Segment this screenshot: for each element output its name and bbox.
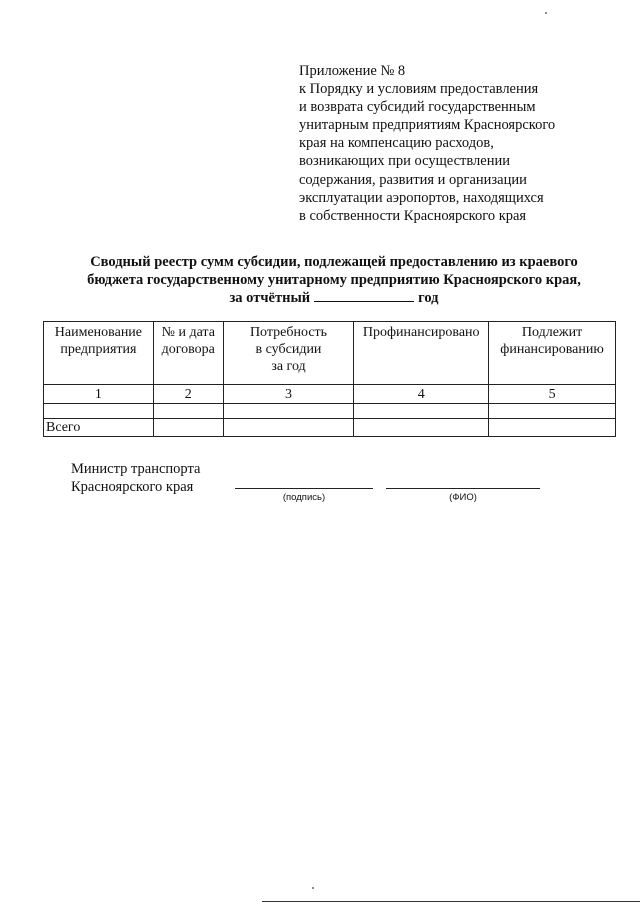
- appendix-line: к Порядку и условиям предоставления: [299, 81, 539, 98]
- appendix-line: содержания, развития и организации: [299, 171, 527, 188]
- total-row: [44, 419, 616, 437]
- appendix-line: возникающих при осуществлении: [299, 153, 510, 170]
- empty-cell: [489, 404, 616, 419]
- signer-position: Министр транспорта: [71, 461, 201, 477]
- table-row: [44, 404, 616, 419]
- appendix-line: в собственности Красноярского края: [299, 207, 527, 224]
- full-name-caption: (ФИО): [449, 492, 477, 503]
- column-number: 3: [223, 385, 354, 404]
- appendix-line: края на компенсацию расходов,: [299, 135, 494, 152]
- appendix-line: эксплуатации аэропортов, находящихся: [299, 189, 544, 206]
- appendix-block: [299, 62, 619, 225]
- year-blank-field: [314, 289, 414, 302]
- column-number: 1: [44, 385, 154, 404]
- signature-line: [235, 488, 373, 489]
- signer-block: [71, 460, 200, 496]
- document-title: [40, 253, 628, 307]
- signature-caption: (подпись): [282, 492, 326, 503]
- header-contract-number-date: № и дата договора: [153, 322, 223, 385]
- empty-cell: [354, 419, 489, 437]
- appendix-line: и возврата субсидий государственным: [299, 99, 536, 116]
- full-name-line: [386, 488, 540, 489]
- column-number-row: [44, 385, 616, 404]
- empty-cell: [354, 404, 489, 419]
- appendix-line: Приложение № 8: [299, 63, 406, 79]
- scan-speck: [312, 887, 314, 889]
- column-number: 5: [489, 385, 616, 404]
- header-financed: Профинансировано: [354, 322, 489, 385]
- column-number: 4: [354, 385, 489, 404]
- column-number: 2: [153, 385, 223, 404]
- appendix-line: унитарным предприятиям Красноярского: [299, 117, 556, 134]
- title-line-3: [40, 289, 628, 307]
- empty-cell: [223, 419, 354, 437]
- empty-cell: [153, 404, 223, 419]
- empty-cell: [153, 419, 223, 437]
- table-header-row: [44, 322, 616, 385]
- header-enterprise-name: Наименование предприятия: [44, 322, 154, 385]
- title-line-2: бюджета государственному унитарному предприятию Красноярского края,: [87, 272, 581, 288]
- header-annual-need: Потребность в субсидии за год: [223, 322, 354, 385]
- header-to-be-financed: Подлежит финансированию: [489, 322, 616, 385]
- empty-cell: [44, 404, 154, 419]
- empty-cell: [223, 404, 354, 419]
- page-edge-line: [262, 901, 640, 902]
- scan-speck: [545, 12, 547, 14]
- title-period-suffix: год: [418, 290, 439, 306]
- total-label: Всего: [44, 419, 154, 437]
- title-period-prefix: за отчётный: [229, 290, 311, 306]
- registry-table: [43, 321, 616, 437]
- title-line-1: Сводный реестр сумм субсидии, подлежащей предоставлению из краевого: [90, 254, 578, 270]
- empty-cell: [489, 419, 616, 437]
- signer-region: Красноярского края: [71, 479, 194, 495]
